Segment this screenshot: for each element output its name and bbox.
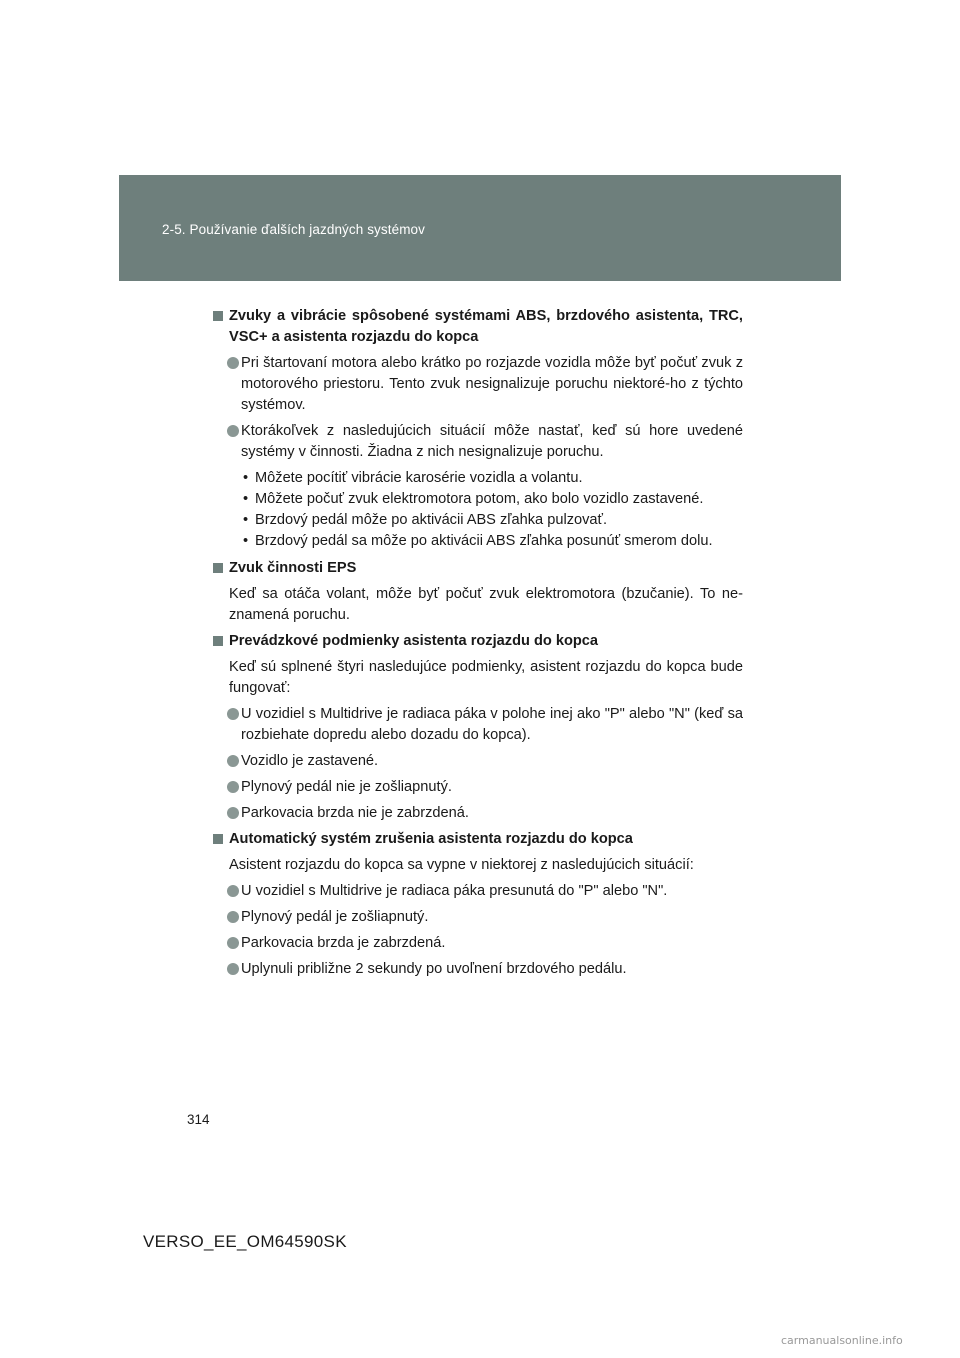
circle-bullet-icon	[227, 885, 239, 897]
document-code: VERSO_EE_OM64590SK	[143, 1232, 347, 1251]
square-bullet-icon	[213, 834, 223, 844]
dot-bullet-icon: •	[243, 491, 249, 507]
section-title: Zvuky a vibrácie spôsobené systémami ABS, brzdového asistenta, TRC, VSC+ a asistenta rozjazdu do kopca	[213, 306, 743, 348]
circle-bullet-icon	[227, 708, 239, 720]
list-item: Plynový pedál je zošliapnutý.	[213, 907, 743, 928]
section-title: Prevádzkové podmienky asistenta rozjazdu do kopca	[213, 631, 743, 652]
section-eps-sound	[213, 558, 743, 626]
list-item: Parkovacia brzda nie je zabrzdená.	[213, 803, 743, 824]
circle-bullet-icon	[227, 937, 239, 949]
circle-bullet-icon	[227, 357, 239, 369]
square-bullet-icon	[213, 563, 223, 573]
section-hill-start-conditions	[213, 631, 743, 824]
sub-list-item: • Môžete pocítiť vibrácie karosérie vozidla a volantu.	[213, 468, 743, 489]
sub-list-item: • Môžete počuť zvuk elektromotora potom, ako bolo vozidlo zastavené.	[213, 489, 743, 510]
section-title: Automatický systém zrušenia asistenta rozjazdu do kopca	[213, 829, 743, 850]
list-item: Uplynuli približne 2 sekundy po uvoľnení brzdového pedálu.	[213, 959, 743, 980]
dot-bullet-icon: •	[243, 512, 249, 528]
section-title: Zvuk činnosti EPS	[213, 558, 743, 579]
page-content	[213, 306, 743, 985]
list-item: Vozidlo je zastavené.	[213, 751, 743, 772]
list-item: U vozidiel s Multidrive je radiaca páka presunutá do "P" alebo "N".	[213, 881, 743, 902]
circle-bullet-icon	[227, 781, 239, 793]
chapter-header	[119, 175, 841, 281]
list-item: Pri štartovaní motora alebo krátko po rozjazde vozidla môže byť počuť zvuk z motorového priestoru. Tento zvuk nesignalizuje poruchu niektoré-ho z týchto systémov.	[213, 353, 743, 416]
sub-list-item: • Brzdový pedál môže po aktivácii ABS zľahka pulzovať.	[213, 510, 743, 531]
circle-bullet-icon	[227, 755, 239, 767]
sub-list-item: • Brzdový pedál sa môže po aktivácii ABS zľahka posunúť smerom dolu.	[213, 531, 743, 552]
section-hill-start-cancel	[213, 829, 743, 980]
list-item: Ktorákoľvek z nasledujúcich situácií môže nastať, keď sú hore uvedené systémy v činnosti. Žiadna z nich nesignalizuje poruchu.	[213, 421, 743, 463]
section-sounds-vibrations	[213, 306, 743, 552]
circle-bullet-icon	[227, 963, 239, 975]
paragraph: Asistent rozjazdu do kopca sa vypne v niektorej z nasledujúcich situácií:	[229, 857, 694, 873]
list-item: Parkovacia brzda je zabrzdená.	[213, 933, 743, 954]
paragraph: Keď sa otáča volant, môže byť počuť zvuk elektromotora (bzučanie). To ne-znamená poruchu.	[229, 586, 743, 623]
list-item: U vozidiel s Multidrive je radiaca páka v polohe inej ako "P" alebo "N" (keď sa rozbiehate dopredu alebo dozadu do kopca).	[213, 704, 743, 746]
circle-bullet-icon	[227, 425, 239, 437]
chapter-title: 2-5. Používanie ďalších jazdných systémov	[162, 222, 426, 237]
circle-bullet-icon	[227, 807, 239, 819]
list-item: Plynový pedál nie je zošliapnutý.	[213, 777, 743, 798]
page-number: 314	[187, 1112, 210, 1127]
circle-bullet-icon	[227, 911, 239, 923]
square-bullet-icon	[213, 636, 223, 646]
paragraph: Keď sú splnené štyri nasledujúce podmienky, asistent rozjazdu do kopca bude fungovať:	[229, 659, 743, 696]
square-bullet-icon	[213, 311, 223, 321]
sub-list	[213, 468, 743, 552]
watermark: carmanualsonline.info	[781, 1334, 903, 1347]
dot-bullet-icon: •	[243, 470, 249, 486]
dot-bullet-icon: •	[243, 533, 249, 549]
